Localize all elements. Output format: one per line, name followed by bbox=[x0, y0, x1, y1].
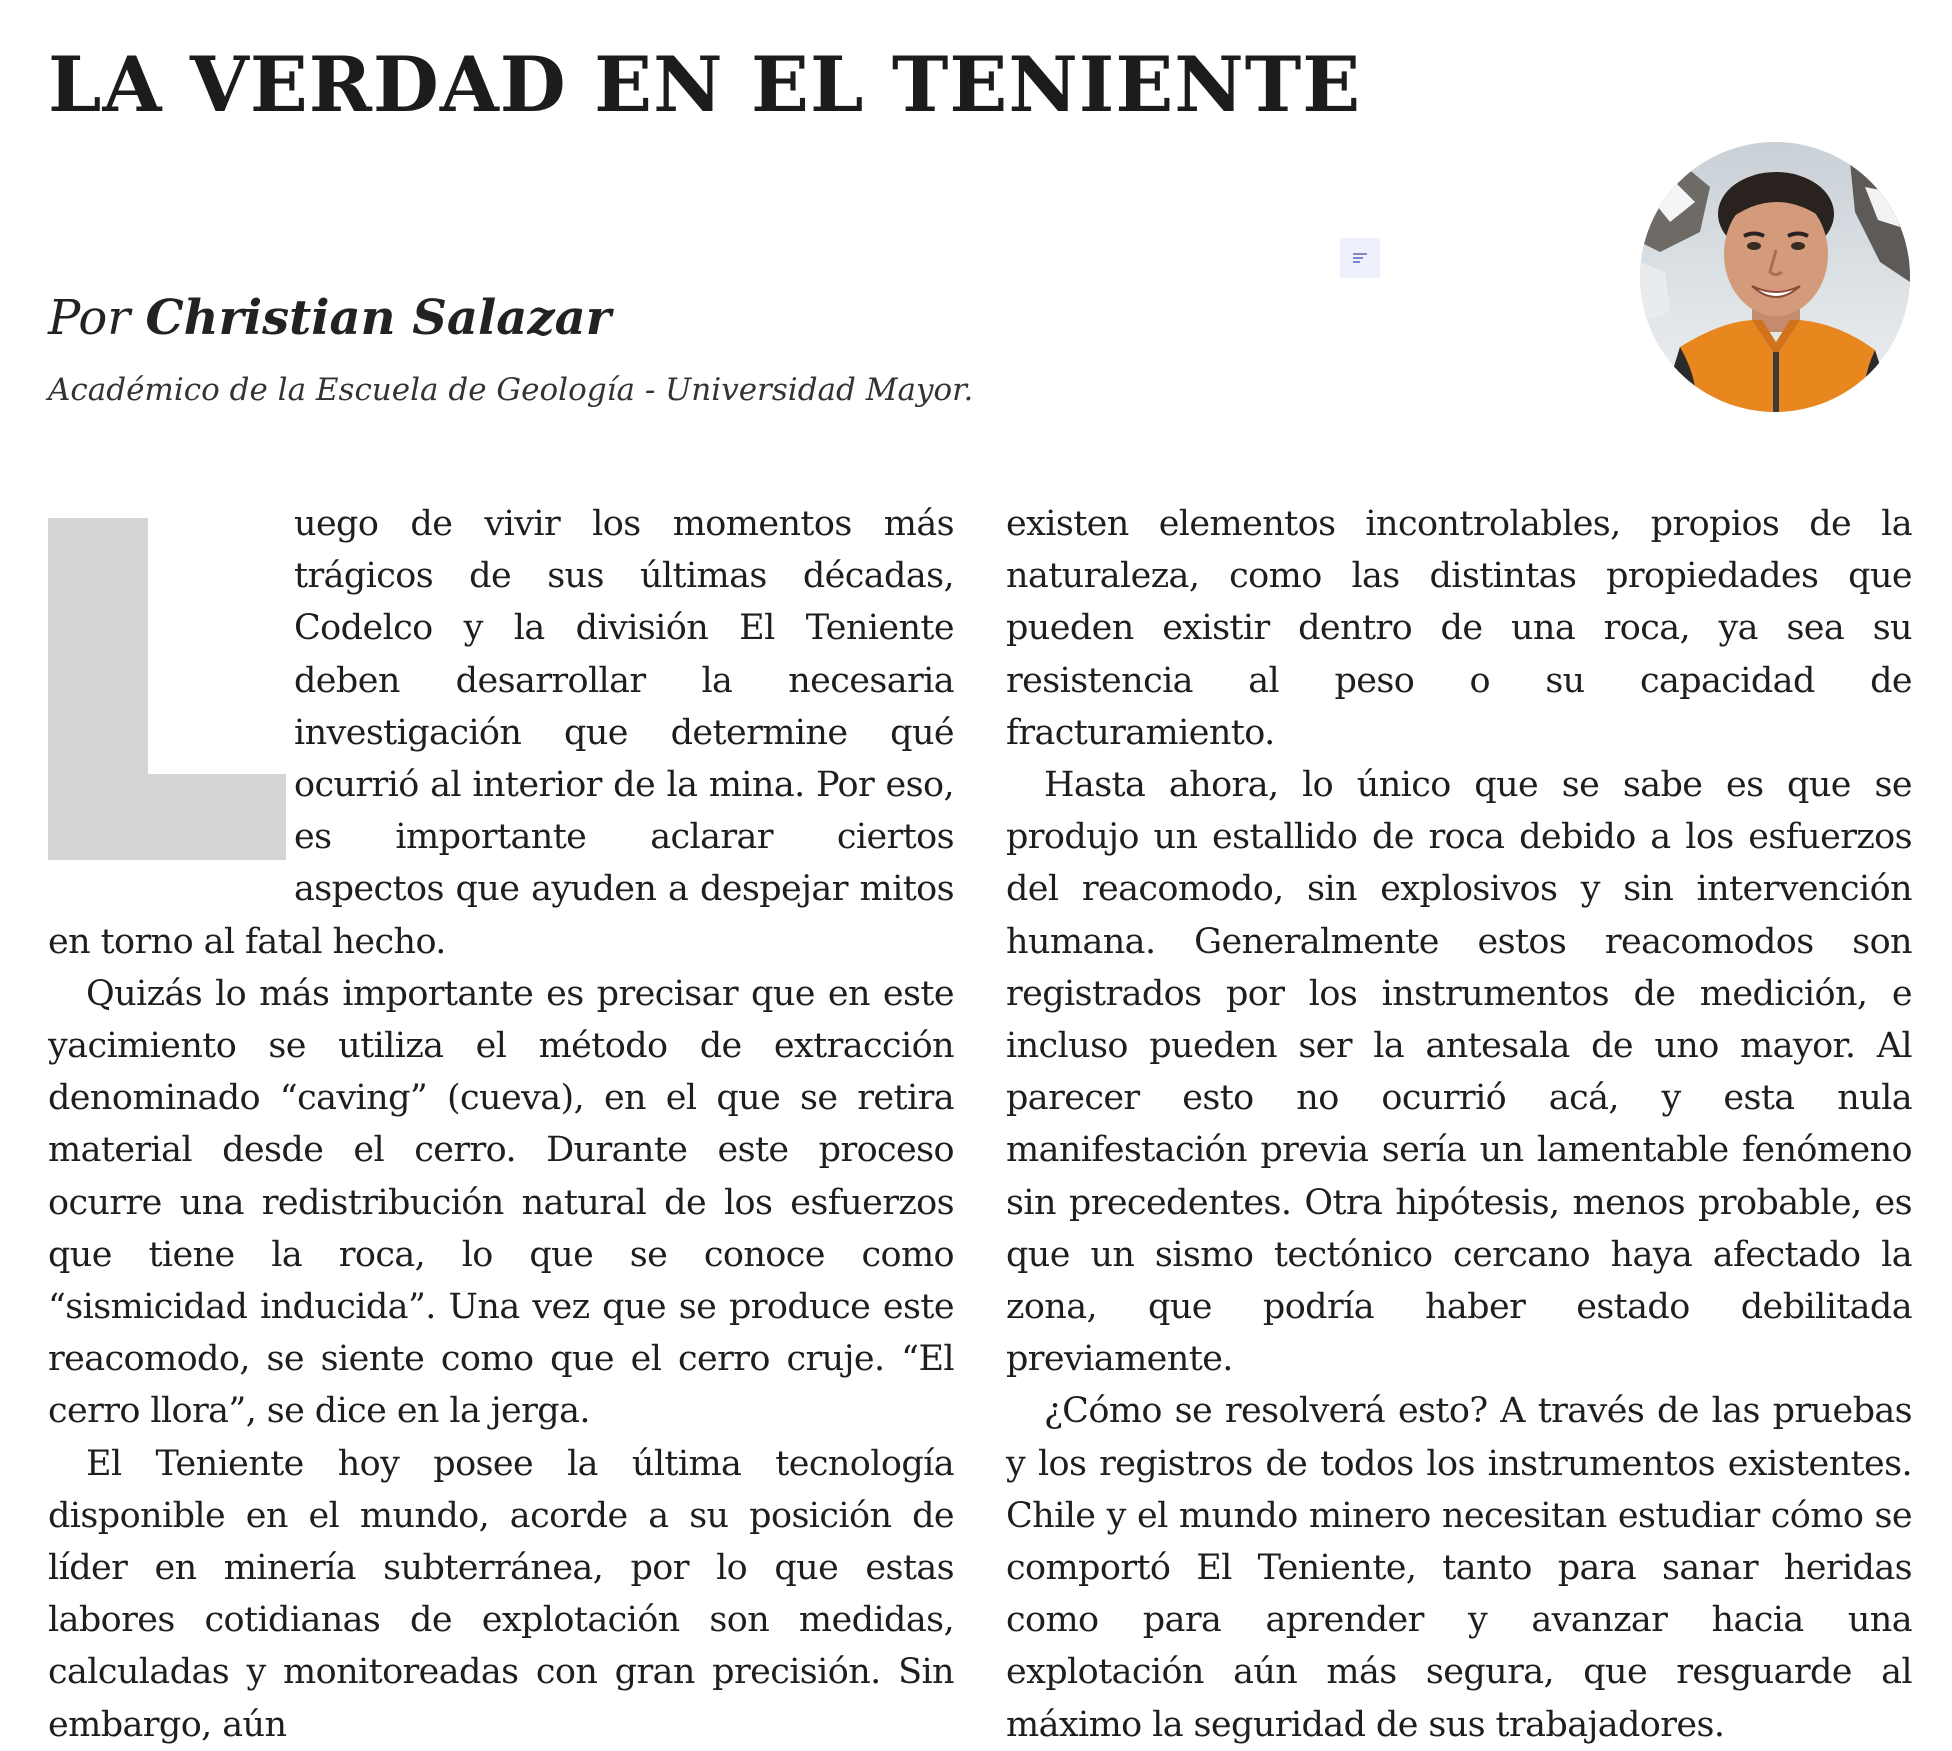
column-left bbox=[48, 498, 954, 1751]
comment-lines bbox=[1353, 251, 1367, 265]
author-name: Christian Salazar bbox=[145, 290, 611, 346]
column-right bbox=[1006, 498, 1912, 1751]
paragraph: uego de vivir los momentos más trágicos de sus últimas décadas, Codelco y la división El Teniente deben desarrollar la necesaria investigación que determine qué ocurrió al interior de la mina. Por eso, es importante aclarar ciertos aspectos que ayuden a despejar mitos en torno al fatal hecho. bbox=[48, 504, 954, 962]
paragraph: El Teniente hoy posee la última tecnología disponible en el mundo, acorde a su posición de líder en minería subterránea, por lo que estas labores cotidianas de explotación son medidas, calculadas y monitoreadas con gran precisión. Sin embargo, aún bbox=[48, 1443, 954, 1745]
author-photo bbox=[1640, 142, 1910, 412]
headline: LA VERDAD EN EL TENIENTE bbox=[48, 40, 1362, 129]
comment-icon[interactable] bbox=[1340, 238, 1380, 278]
drop-cap-glyph bbox=[48, 518, 286, 880]
byline-prefix: Por bbox=[48, 290, 131, 346]
paragraph: Hasta ahora, lo único que se sabe es que se produjo un estallido de roca debido a los esfuerzos del reacomodo, sin explosivos y sin intervención humana. Generalmente estos reacomodos son registrados por los instrumentos de medición, e incluso pueden ser la antesala de uno mayor. Al parecer esto no ocurrió acá, y esta nula manifestación previa sería un lamentable fenómeno sin precedentes. Otra hipótesis, menos probable, es que un sismo tectónico cercano haya afectado la zona, que podría haber estado debilitada previamente. bbox=[1006, 765, 1912, 1380]
paragraph: existen elementos incontrolables, propios de la naturaleza, como las distintas propiedades que pueden existir dentro de una roca, ya sea su resistencia al peso o su capacidad de fracturamiento. bbox=[1006, 504, 1912, 753]
author-photo-illustration bbox=[1640, 142, 1910, 412]
author-affiliation: Académico de la Escuela de Geología - Universidad Mayor. bbox=[48, 372, 974, 408]
byline bbox=[48, 290, 611, 346]
paragraph: ¿Cómo se resolverá esto? A través de las pruebas y los registros de todos los instrumentos existentes. Chile y el mundo minero necesitan estudiar cómo se comportó El Teniente, tanto para sanar heridas como para aprender y avanzar hacia una explotación aún más segura, que resguarde al máximo la seguridad de sus trabajadores. bbox=[1006, 1391, 1912, 1745]
paragraph: Quizás lo más importante es precisar que en este yacimiento se utiliza el método de extracción denominado “caving” (cueva), en el que se retira material desde el cerro. Durante este proceso ocurre una redistribución natural de los esfuerzos que tiene la roca, lo que se conoce como “sismicidad inducida”. Una vez que se produce este reacomodo, se siente como que el cerro cruje. “El cerro llora”, se dice en la jerga. bbox=[48, 973, 954, 1432]
drop-cap bbox=[48, 518, 286, 880]
